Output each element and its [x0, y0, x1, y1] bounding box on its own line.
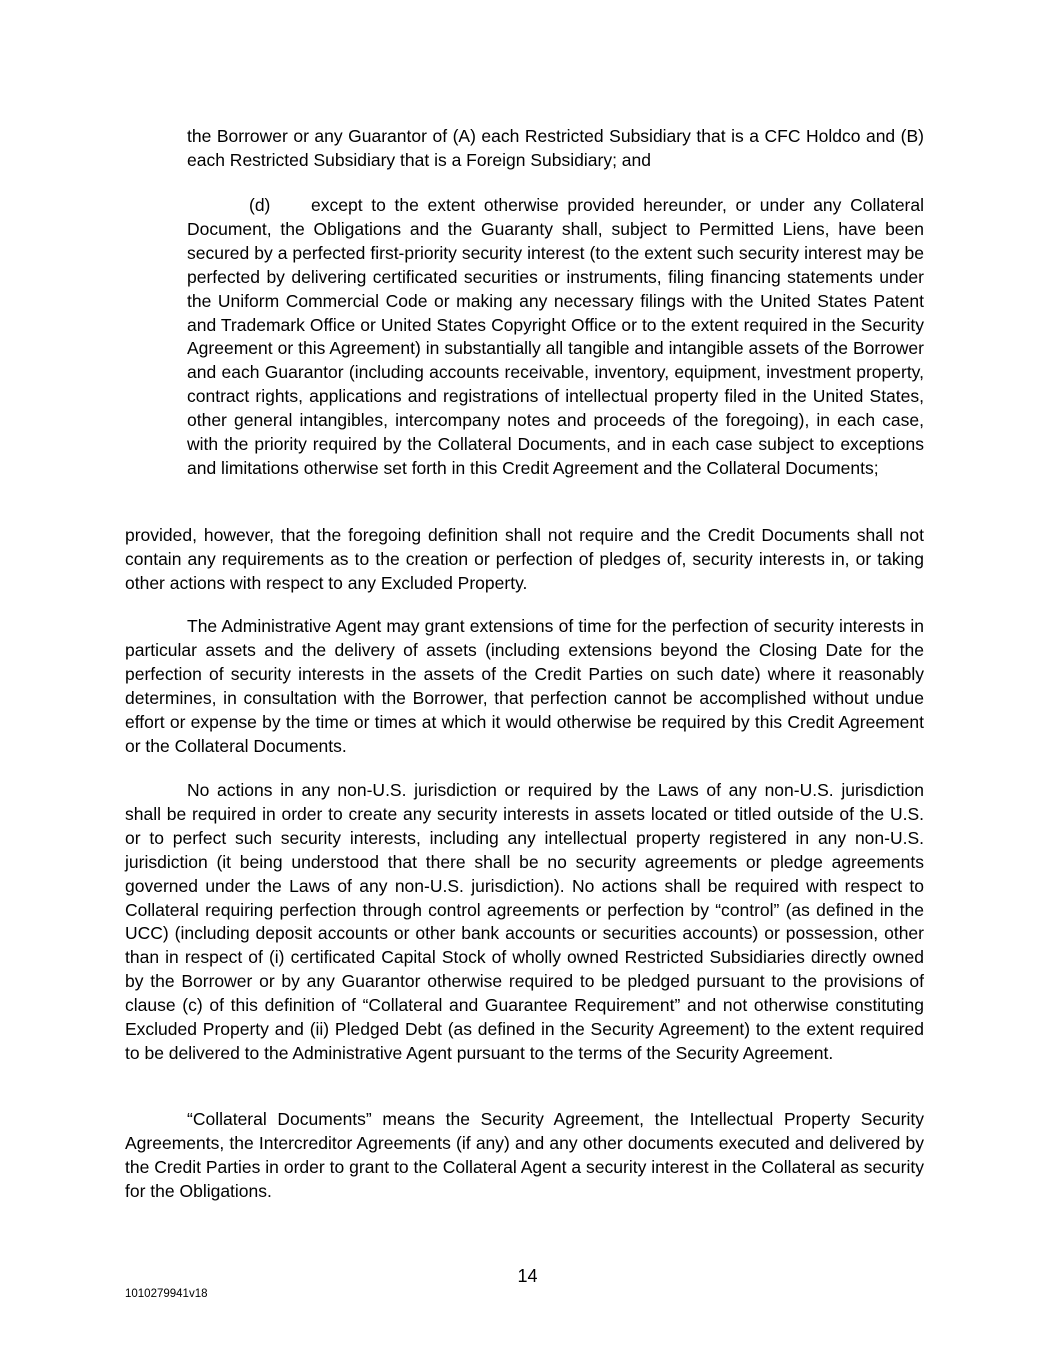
paragraph-non-us-jurisdiction: No actions in any non-U.S. jurisdiction or required by the Laws of any non-U.S. jurisdiction shall be required in order to create any security interests in assets located or titled outside of the U.S. or to perfect such security interests, including any intellectual property registered in any non-U.S. jurisdiction (it being understood that there shall be no security agreements or pledge agreements governed under the Laws of any non-U.S. jurisdiction). No actions shall be required with respect to Collateral requiring perfection through control agreements or perfection by “control” (as defined in the UCC) (including deposit accounts or other bank accounts or securities accounts) or possession, other than in respect of (i) certificated Capital Stock of wholly owned Restricted Subsidiaries directly owned by the Borrower or by any Guarantor otherwise required to be pledged pursuant to the provisions of clause (c) of this definition of “Collateral and Guarantee Requirement” and not otherwise constituting Excluded Property and (ii) Pledged Debt (as defined in the Security Agreement) to the extent required to be delivered to the Administrative Agent pursuant to the terms of the Security Agreement. [125, 780, 924, 1063]
paragraph-clause-c-continuation: the Borrower or any Guarantor of (A) each Restricted Subsidiary that is a CFC Holdco and (B) each Restricted Subsidiary that is a Foreign Subsidiary; and [187, 126, 924, 170]
page-number: 14 [517, 1266, 538, 1286]
paragraph-clause-d [187, 194, 924, 481]
paragraph-extensions-of-time: The Administrative Agent may grant extensions of time for the perfection of security interests in particular assets and the delivery of assets (including extensions beyond the Closing Date for the perfection of security interests in the assets of the Credit Parties on such date) where it reasonably determines, in consultation with the Borrower, that perfection cannot be accomplished without undue effort or expense by the time or times at which it would otherwise be required by this Credit Agreement or the Collateral Documents. [125, 616, 924, 756]
paragraph-proviso: provided, however, that the foregoing definition shall not require and the Credit Documents shall not contain any requirements as to the creation or perfection of pledges of, security interests in, or taking other actions with respect to any Excluded Property. [125, 525, 924, 593]
clause-marker-d: (d) [249, 195, 271, 215]
document-id: 1010279941v18 [125, 1288, 208, 1300]
clause-d-text: except to the extent otherwise provided hereunder, or under any Collateral Document, the Obligations and the Guaranty shall, subject to Permitted Liens, have been secured by a perfected first-priority security interest (to the extent such security interest may be perfected by delivering certificated securities or instruments, filing financing statements under the Uniform Commercial Code or making any necessary filings with the United States Patent and Trademark Office or United States Copyright Office or to the extent required in the Security Agreement or this Agreement) in substantially all tangible and intangible assets of the Borrower and each Guarantor (including accounts receivable, inventory, equipment, investment property, contract rights, applications and registrations of intellectual property filed in the United States, other general intangibles, intercompany notes and proceeds of the foregoing), in each case, with the priority required by the Collateral Documents, and in each case subject to exceptions and limitations otherwise set forth in this Credit Agreement and the Collateral Documents; [187, 195, 924, 478]
paragraph-collateral-documents-definition: “Collateral Documents” means the Security Agreement, the Intellectual Property Security Agreements, the Intercreditor Agreements (if any) and any other documents executed and delivered by the Credit Parties in order to grant to the Collateral Agent a security interest in the Collateral as security for the Obligations. [125, 1109, 924, 1201]
